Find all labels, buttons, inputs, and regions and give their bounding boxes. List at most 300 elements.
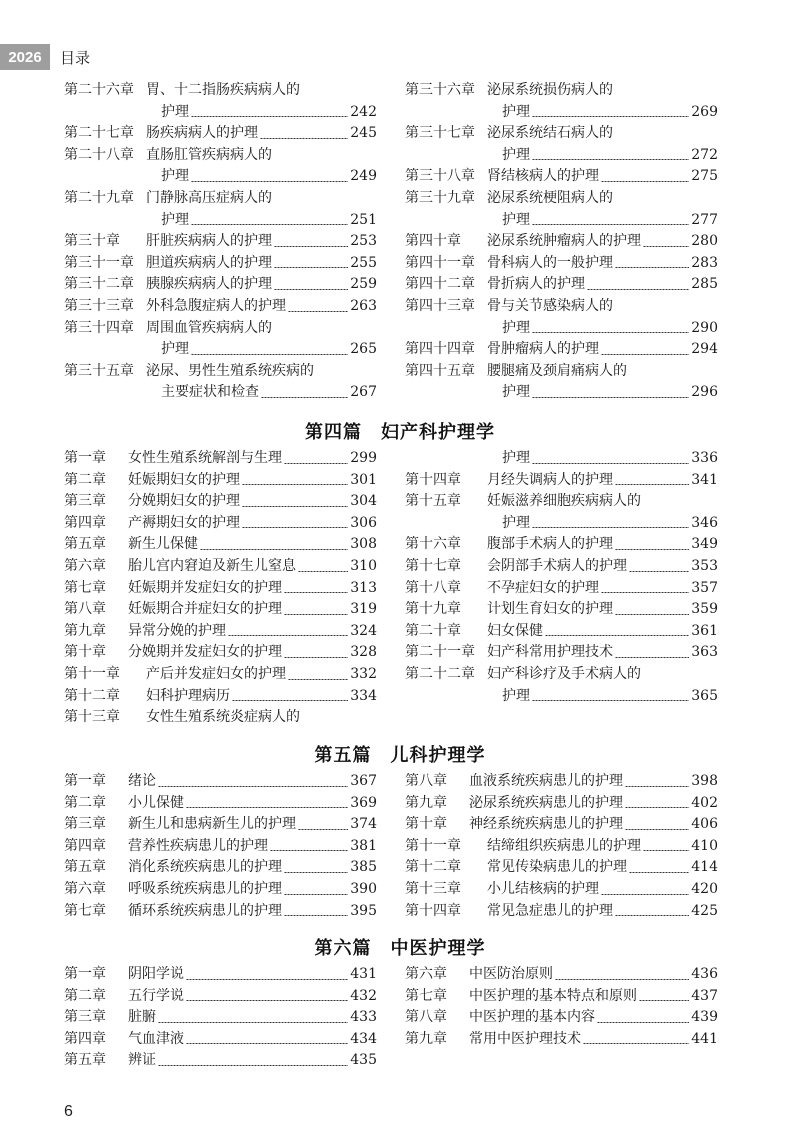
chapter-title: 新生儿和患病新生儿的护理 <box>128 816 296 833</box>
toc-entry[interactable] <box>64 513 377 535</box>
chapter-title: 护理 <box>502 687 530 704</box>
page-ref: 285 <box>691 276 718 293</box>
dot-leader <box>284 614 348 615</box>
chapter-number: 第二十七章 <box>64 125 134 142</box>
chapter-title: 肠疾病病人的护理 <box>146 125 258 142</box>
toc-entry[interactable] <box>64 448 377 470</box>
chapter-number: 第三十四章 <box>64 319 134 336</box>
chapter-title: 护理 <box>161 168 189 185</box>
chapter-title: 泌尿系统疾病患儿的护理 <box>469 794 623 811</box>
page-ref: 390 <box>350 880 377 897</box>
toc-entry[interactable] <box>405 188 718 231</box>
chapter-number: 第四章 <box>64 1030 106 1047</box>
dot-leader <box>615 657 689 658</box>
page-ref: 332 <box>350 665 377 682</box>
chapter-number: 第八章 <box>405 773 447 789</box>
page-ref: 420 <box>691 880 718 897</box>
chapter-title: 血液系统疾病患儿的护理 <box>469 773 623 789</box>
chapter-title: 中医防治原则 <box>469 966 553 982</box>
dot-leader <box>191 181 348 182</box>
page-ref: 361 <box>691 622 718 639</box>
toc-entry[interactable] <box>64 188 377 231</box>
chapter-number: 第二十二章 <box>405 665 475 682</box>
dot-leader <box>288 311 348 312</box>
dot-leader <box>532 700 689 701</box>
page-ref: 437 <box>691 987 718 1004</box>
chapter-title: 护理 <box>502 384 530 401</box>
chapter-number: 第十九章 <box>405 601 461 618</box>
chapter-number: 第七章 <box>64 579 106 596</box>
page-ref: 374 <box>350 816 377 833</box>
section-title: 第五篇 儿科护理学 <box>314 745 486 766</box>
page-ref: 359 <box>691 601 718 618</box>
toc-entry[interactable] <box>405 491 718 534</box>
chapter-number: 第九章 <box>405 794 447 811</box>
chapter-number: 第三章 <box>64 816 106 833</box>
chapter-number: 第九章 <box>405 1030 447 1047</box>
chapter-number: 第三章 <box>64 1009 106 1026</box>
toc-entry[interactable] <box>405 664 718 707</box>
chapter-title: 胎儿宫内窘迫及新生儿窒息 <box>128 557 296 574</box>
page-ref: 367 <box>350 773 377 789</box>
toc-entry[interactable] <box>405 80 718 123</box>
toc-entry[interactable] <box>64 491 377 513</box>
chapter-number: 第十二章 <box>405 859 461 876</box>
chapter-title: 护理 <box>502 103 530 120</box>
page-ref: 249 <box>350 168 377 185</box>
dot-leader <box>200 549 348 550</box>
page-ref: 267 <box>350 384 377 401</box>
chapter-title: 肝脏疾病病人的护理 <box>146 233 272 250</box>
header-title: 目录 <box>60 49 91 67</box>
chapter-number: 第二十八章 <box>64 146 134 163</box>
chapter-title: 常见急症患儿的护理 <box>487 902 613 919</box>
chapter-number: 第十五章 <box>405 493 461 510</box>
toc-column-left <box>64 964 377 1072</box>
toc-entry[interactable] <box>405 296 718 339</box>
page-ref: 435 <box>350 1052 377 1069</box>
chapter-title: 异常分娩的护理 <box>128 622 226 639</box>
toc-entry[interactable] <box>405 534 718 556</box>
chapter-number: 第三十三章 <box>64 297 134 314</box>
chapter-title: 胆道疾病病人的护理 <box>146 254 272 271</box>
page-ref: 313 <box>350 579 377 596</box>
toc-entry[interactable] <box>64 771 377 793</box>
toc-entry[interactable] <box>405 857 718 879</box>
dot-leader <box>284 872 348 873</box>
dot-leader <box>261 397 348 398</box>
dot-leader <box>545 635 689 636</box>
page-ref: 253 <box>350 233 377 250</box>
chapter-title: 会阴部手术病人的护理 <box>487 557 627 574</box>
chapter-title: 月经失调病人的护理 <box>487 471 613 488</box>
dot-leader <box>228 635 348 636</box>
dot-leader <box>191 354 348 355</box>
chapter-number: 第四章 <box>64 837 106 854</box>
dot-leader <box>274 246 348 247</box>
chapter-title: 产褥期妇女的护理 <box>128 514 240 531</box>
chapter-number: 第十六章 <box>405 536 461 553</box>
chapter-title: 泌尿、男性生殖系统疾病的 <box>146 362 314 379</box>
chapter-title: 妊娠期妇女的护理 <box>128 471 240 488</box>
page-ref: 433 <box>350 1009 377 1026</box>
page-ref: 436 <box>691 966 718 982</box>
toc-entry[interactable] <box>64 145 377 188</box>
chapter-number: 第二章 <box>64 987 106 1004</box>
dot-leader <box>298 829 348 830</box>
toc-entry[interactable] <box>64 296 377 318</box>
chapter-number: 第十三章 <box>64 709 120 726</box>
chapter-number: 第四章 <box>64 514 106 531</box>
chapter-number: 第三十六章 <box>405 82 475 98</box>
chapter-title: 辨证 <box>128 1052 156 1069</box>
chapter-number: 第六章 <box>405 966 447 982</box>
page-ref: 280 <box>691 233 718 250</box>
page-ref: 328 <box>350 644 377 661</box>
chapter-title: 妇女保健 <box>487 622 543 639</box>
chapter-title: 妊娠滋养细胞疾病病人的 <box>487 493 641 510</box>
page-ref: 265 <box>350 341 377 358</box>
toc-entry[interactable] <box>405 836 718 858</box>
toc-entry[interactable] <box>405 814 718 836</box>
dot-leader <box>284 463 348 464</box>
toc-entry[interactable] <box>405 1007 718 1029</box>
chapter-title: 绪论 <box>128 773 156 789</box>
chapter-number: 第一章 <box>64 450 106 466</box>
chapter-title: 常用中医护理技术 <box>469 1030 581 1047</box>
toc-entry[interactable] <box>405 339 718 361</box>
year-badge: 2026 <box>0 44 50 70</box>
dot-leader <box>532 463 689 464</box>
chapter-title: 妇科护理病历 <box>146 687 230 704</box>
chapter-number: 第十二章 <box>64 687 120 704</box>
page-ref: 441 <box>691 1030 718 1047</box>
page-ref: 431 <box>350 966 377 982</box>
chapter-number: 第六章 <box>64 880 106 897</box>
chapter-number: 第五章 <box>64 859 106 876</box>
page-ref: 363 <box>691 644 718 661</box>
page-ref: 251 <box>350 211 377 228</box>
page-ref: 357 <box>691 579 718 596</box>
toc-entry[interactable] <box>405 599 718 621</box>
dot-leader <box>242 506 348 507</box>
dot-leader <box>158 1065 348 1066</box>
dot-leader <box>532 224 689 225</box>
chapter-number: 第三十九章 <box>405 189 475 206</box>
toc-entry[interactable] <box>64 793 377 815</box>
page-ref: 306 <box>350 514 377 531</box>
toc-column-right <box>405 448 718 707</box>
page-ref: 385 <box>350 859 377 876</box>
toc-entry[interactable] <box>64 123 377 145</box>
chapter-number: 第十章 <box>64 644 106 661</box>
chapter-number: 第一章 <box>64 773 106 789</box>
toc-entry[interactable] <box>405 123 718 166</box>
chapter-number: 第八章 <box>64 601 106 618</box>
chapter-title: 分娩期并发症妇女的护理 <box>128 644 282 661</box>
chapter-number: 第三十二章 <box>64 276 134 293</box>
chapter-title: 小儿保健 <box>128 794 184 811</box>
dot-leader <box>532 116 689 117</box>
dot-leader <box>532 397 689 398</box>
page-ref: 242 <box>350 103 377 120</box>
toc-entry[interactable] <box>64 1007 377 1029</box>
chapter-title: 女性生殖系统炎症病人的 <box>146 709 300 726</box>
chapter-number: 第三十章 <box>64 233 120 250</box>
dot-leader <box>532 159 689 160</box>
dot-leader <box>615 484 689 485</box>
toc-entry[interactable] <box>64 986 377 1008</box>
toc-entry[interactable] <box>64 274 377 296</box>
toc-entry[interactable] <box>64 642 377 664</box>
toc-entry[interactable] <box>64 857 377 879</box>
chapter-number: 第四十一章 <box>405 254 475 271</box>
dot-leader <box>191 224 348 225</box>
chapter-number: 第二十六章 <box>64 82 134 98</box>
toc-entry[interactable] <box>64 80 377 123</box>
dot-leader <box>615 915 689 916</box>
toc-entry[interactable] <box>64 361 377 404</box>
chapter-title: 主要症状和检查 <box>161 384 259 401</box>
chapter-title: 妇产科常用护理技术 <box>487 644 613 661</box>
chapter-title: 泌尿系统结石病人的 <box>487 125 613 142</box>
dot-leader <box>532 527 689 528</box>
page-ref: 425 <box>691 902 718 919</box>
chapter-title: 护理 <box>161 341 189 358</box>
dot-leader <box>601 894 689 895</box>
toc-entry[interactable] <box>405 253 718 275</box>
chapter-number: 第十四章 <box>405 902 461 919</box>
dot-leader <box>625 807 689 808</box>
toc-column-right <box>405 80 718 404</box>
chapter-title: 计划生育妇女的护理 <box>487 601 613 618</box>
chapter-title: 女性生殖系统解剖与生理 <box>128 450 282 466</box>
page-ref: 263 <box>350 297 377 314</box>
toc-entry[interactable] <box>64 599 377 621</box>
toc-entry[interactable] <box>405 470 718 492</box>
dot-leader <box>186 1000 348 1001</box>
toc-column-left <box>64 448 377 729</box>
toc-entry[interactable] <box>64 1050 377 1072</box>
chapter-number: 第十三章 <box>405 880 461 897</box>
chapter-number: 第五章 <box>64 536 106 553</box>
toc-entry[interactable] <box>405 879 718 901</box>
chapter-title: 周围血管疾病病人的 <box>146 319 272 336</box>
toc-entry[interactable] <box>64 664 377 686</box>
dot-leader <box>242 527 348 528</box>
page-ref: 434 <box>350 1030 377 1047</box>
toc-entry[interactable] <box>64 686 377 708</box>
chapter-number: 第十章 <box>405 816 447 833</box>
chapter-number: 第十七章 <box>405 557 461 574</box>
page-ref: 336 <box>691 450 718 466</box>
dot-leader <box>274 267 348 268</box>
page-ref: 346 <box>691 514 718 531</box>
dot-leader <box>601 354 689 355</box>
chapter-title: 护理 <box>502 319 530 336</box>
toc-entry[interactable] <box>405 901 718 923</box>
toc-entry[interactable] <box>64 470 377 492</box>
chapter-title: 直肠肛管疾病病人的 <box>146 146 272 163</box>
dot-leader <box>288 679 348 680</box>
chapter-title: 常见传染病患儿的护理 <box>487 859 627 876</box>
dot-leader <box>615 549 689 550</box>
dot-leader <box>186 979 348 980</box>
chapter-title: 气血津液 <box>128 1030 184 1047</box>
chapter-title: 门静脉高压症病人的 <box>146 189 272 206</box>
toc-entry[interactable] <box>405 793 718 815</box>
dot-leader <box>643 246 689 247</box>
chapter-title: 骨科病人的一般护理 <box>487 254 613 271</box>
chapter-number: 第七章 <box>64 902 106 919</box>
chapter-number: 第二十一章 <box>405 644 475 661</box>
toc-entry[interactable] <box>405 771 718 793</box>
dot-leader <box>615 267 689 268</box>
chapter-title: 护理 <box>161 103 189 120</box>
chapter-title: 护理 <box>502 146 530 163</box>
chapter-number: 第十四章 <box>405 471 461 488</box>
page-ref: 304 <box>350 493 377 510</box>
chapter-title: 外科急腹症病人的护理 <box>146 297 286 314</box>
toc-entry[interactable] <box>405 578 718 600</box>
toc-entry[interactable] <box>64 836 377 858</box>
page-ref: 414 <box>691 859 718 876</box>
dot-leader <box>284 657 348 658</box>
page-ref: 381 <box>350 837 377 854</box>
chapter-number: 第八章 <box>405 1009 447 1026</box>
chapter-number: 第三十七章 <box>405 125 475 142</box>
dot-leader <box>625 829 689 830</box>
toc-column-right <box>405 964 718 1050</box>
toc-entry[interactable] <box>64 253 377 275</box>
page-ref: 324 <box>350 622 377 639</box>
toc-entry[interactable] <box>64 814 377 836</box>
dot-leader <box>284 915 348 916</box>
dot-leader <box>158 786 348 787</box>
toc-entry[interactable] <box>405 361 718 404</box>
page-ref: 395 <box>350 902 377 919</box>
toc-entry[interactable] <box>405 448 718 470</box>
chapter-number: 第十一章 <box>64 665 120 682</box>
chapter-number: 第二十九章 <box>64 189 134 206</box>
page-ref: 296 <box>691 384 718 401</box>
toc-entry[interactable] <box>64 964 377 986</box>
chapter-number: 第三章 <box>64 493 106 510</box>
toc-entry[interactable] <box>405 166 718 188</box>
chapter-number: 第一章 <box>64 966 106 982</box>
page-ref: 275 <box>691 168 718 185</box>
page-ref: 402 <box>691 794 718 811</box>
toc-column-left <box>64 80 377 404</box>
dot-leader <box>270 850 348 851</box>
dot-leader <box>274 289 348 290</box>
toc-entry[interactable] <box>64 231 377 253</box>
toc-entry[interactable] <box>405 986 718 1008</box>
toc-entry[interactable] <box>405 642 718 664</box>
page-ref: 272 <box>691 146 718 163</box>
chapter-title: 骨肿瘤病人的护理 <box>487 341 599 358</box>
toc-entry[interactable] <box>405 274 718 296</box>
dot-leader <box>597 1022 689 1023</box>
toc-entry[interactable] <box>405 556 718 578</box>
chapter-number: 第七章 <box>405 987 447 1004</box>
page-ref: 398 <box>691 773 718 789</box>
toc-entry[interactable] <box>64 534 377 556</box>
section-title: 第四篇 妇产科护理学 <box>305 422 495 443</box>
chapter-title: 骨与关节感染病人的 <box>487 297 613 314</box>
page-ref: 259 <box>350 276 377 293</box>
dot-leader <box>629 571 689 572</box>
page-ref: 410 <box>691 837 718 854</box>
dot-leader <box>601 181 689 182</box>
chapter-title: 中医护理的基本内容 <box>469 1009 595 1026</box>
toc-entry[interactable] <box>64 879 377 901</box>
chapter-title: 小儿结核病的护理 <box>487 880 599 897</box>
toc-entry[interactable] <box>64 578 377 600</box>
chapter-number: 第十一章 <box>405 837 461 854</box>
chapter-title: 新生儿保健 <box>128 536 198 553</box>
page-ref: 353 <box>691 557 718 574</box>
dot-leader <box>643 850 689 851</box>
chapter-title: 骨折病人的护理 <box>487 276 585 293</box>
chapter-title: 护理 <box>502 514 530 531</box>
toc-entry[interactable] <box>64 621 377 643</box>
chapter-title: 腰腿痛及颈肩痛病人的 <box>487 362 627 379</box>
chapter-number: 第四十三章 <box>405 297 475 314</box>
chapter-title: 脏腑 <box>128 1009 156 1026</box>
dot-leader <box>601 592 689 593</box>
page-ref: 269 <box>691 103 718 120</box>
toc-entry[interactable] <box>405 1029 718 1051</box>
page-ref: 245 <box>350 125 377 142</box>
chapter-title: 肾结核病人的护理 <box>487 168 599 185</box>
dot-leader <box>532 332 689 333</box>
chapter-number: 第九章 <box>64 622 106 639</box>
chapter-title: 妇产科诊疗及手术病人的 <box>487 665 641 682</box>
toc-entry[interactable] <box>64 707 377 729</box>
dot-leader <box>232 700 348 701</box>
page-ref: 369 <box>350 794 377 811</box>
dot-leader <box>625 786 689 787</box>
toc-entry[interactable] <box>64 1029 377 1051</box>
chapter-title: 产后并发症妇女的护理 <box>146 665 286 682</box>
chapter-title: 泌尿系统肿瘤病人的护理 <box>487 233 641 250</box>
toc-entry[interactable] <box>405 231 718 253</box>
chapter-title: 泌尿系统梗阻病人的 <box>487 189 613 206</box>
section-title: 第六篇 中医护理学 <box>314 938 486 959</box>
dot-leader <box>629 872 689 873</box>
dot-leader <box>186 807 348 808</box>
dot-leader <box>186 1043 348 1044</box>
toc-entry[interactable] <box>64 318 377 361</box>
chapter-title: 妊娠期合并症妇女的护理 <box>128 601 282 618</box>
toc-entry[interactable] <box>405 621 718 643</box>
chapter-number: 第五章 <box>64 1052 106 1069</box>
chapter-number: 第十八章 <box>405 579 461 596</box>
toc-entry[interactable] <box>405 964 718 986</box>
page-ref: 255 <box>350 254 377 271</box>
toc-entry[interactable] <box>64 901 377 923</box>
page-ref: 406 <box>691 816 718 833</box>
chapter-number: 第三十一章 <box>64 254 134 271</box>
page-ref: 299 <box>350 450 377 466</box>
page-ref: 439 <box>691 1009 718 1026</box>
chapter-title: 循环系统疾病患儿的护理 <box>128 902 282 919</box>
chapter-number: 第四十四章 <box>405 341 475 358</box>
toc-entry[interactable] <box>64 556 377 578</box>
chapter-title: 神经系统疾病患儿的护理 <box>469 816 623 833</box>
page-ref: 341 <box>691 471 718 488</box>
